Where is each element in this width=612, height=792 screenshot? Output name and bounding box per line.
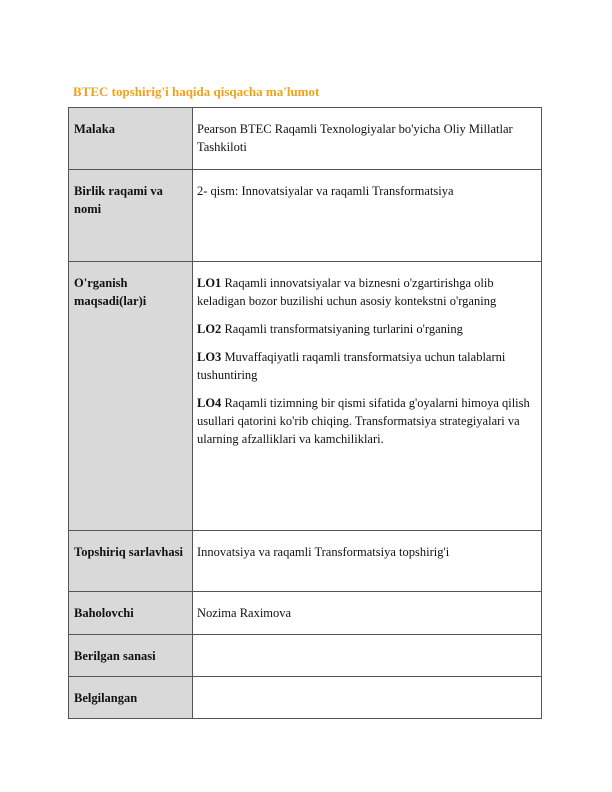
row-label: Berilgan sanasi [69,635,193,677]
outcome-text: Raqamli tizimning bir qismi sifatida g'oyalarni himoya qilish usullari qatorini ko'rib chiqing. Transformatsiya strategiyalari va ularning afzalliklari va kamchiliklari. [197,396,530,446]
learning-outcome [197,274,535,310]
outcome-text: Raqamli innovatsiyalar va biznesni o'zgartirishga olib keladigan bozor buzilishi uchun asosiy kontekstni o'rganing [197,276,497,308]
row-label: Topshiriq sarlavhasi [69,531,193,592]
outcome-text: Raqamli transformatsiyaning turlarini o'rganing [224,322,463,336]
table-row [69,592,542,635]
table-row [69,635,542,677]
learning-outcome [197,320,535,338]
learning-outcomes [193,262,542,531]
row-value [193,635,542,677]
assignment-info-table [68,107,542,719]
outcome-text: Muvaffaqiyatli raqamli transformatsiya uchun talablarni tushuntiring [197,350,506,382]
row-value: Pearson BTEC Raqamli Texnologiyalar bo'yicha Oliy Millatlar Tashkiloti [193,108,542,170]
outcome-code: LO1 [197,276,222,290]
outcome-code: LO2 [197,322,222,336]
table-row [69,262,542,531]
learning-outcome [197,348,535,384]
table-row [69,170,542,262]
row-label: Baholovchi [69,592,193,635]
learning-outcome [197,394,535,448]
row-label: Birlik raqami va nomi [69,170,193,262]
row-value: Nozima Raximova [193,592,542,635]
table-row [69,531,542,592]
page-heading: BTEC topshirig'i haqida qisqacha ma'lumot [73,84,320,99]
row-label: Belgilangan [69,677,193,719]
table-row [69,677,542,719]
table-row [69,108,542,170]
row-value [193,677,542,719]
row-label: O'rganish maqsadi(lar)i [69,262,193,531]
row-label: Malaka [69,108,193,170]
row-value: Innovatsiya va raqamli Transformatsiya topshirig'i [193,531,542,592]
outcome-code: LO3 [197,350,222,364]
row-value: 2- qism: Innovatsiyalar va raqamli Transformatsiya [193,170,542,262]
outcome-code: LO4 [197,396,222,410]
